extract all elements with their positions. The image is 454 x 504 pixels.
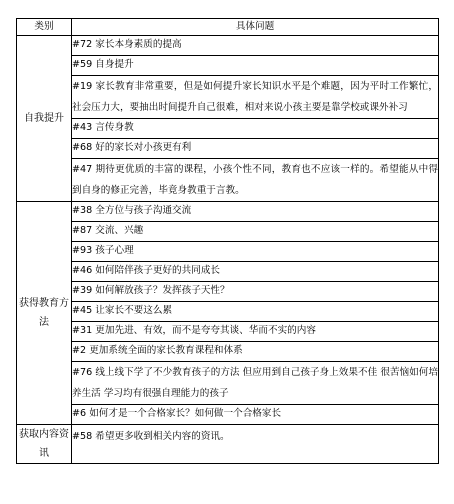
table-row <box>17 159 439 202</box>
question-item: #76 线上线下学了不少教育孩子的方法 但应用到自己孩子身上效果不佳 很苦恼如何培养生活 学习均有很强自理能力的孩子 <box>72 362 439 405</box>
table-row <box>17 242 439 262</box>
question-item: #38 全方位与孩子沟通交流 <box>72 202 439 222</box>
category-education-methods: 获得教育方法 <box>17 202 72 425</box>
question-item: #43 言传身教 <box>72 119 439 139</box>
question-item: #68 好的家长对小孩更有利 <box>72 139 439 159</box>
table-header-row <box>17 19 439 36</box>
table-row <box>17 76 439 119</box>
category-content-info: 获取内容资讯 <box>17 425 72 464</box>
question-item: #31 更加先进、有效，而不是夸夸其谈、华而不实的内容 <box>72 322 439 342</box>
question-item: #45 让家长不要这么累 <box>72 302 439 322</box>
table-row <box>17 282 439 302</box>
question-item: #2 更加系统全面的家长教育课程和体系 <box>72 342 439 362</box>
table-row <box>17 405 439 425</box>
table-row <box>17 302 439 322</box>
table-row <box>17 139 439 159</box>
question-table <box>16 18 439 464</box>
question-item: #87 交流、兴趣 <box>72 222 439 242</box>
table-row <box>17 322 439 342</box>
header-category: 类别 <box>17 19 72 36</box>
table-row <box>17 425 439 464</box>
question-item: #47 期待更优质的丰富的课程，小孩个性不同，教育也不应该一样的。希望能从中得到自身的修正完善，毕竟身教重于言教。 <box>72 159 439 202</box>
table-row <box>17 262 439 282</box>
table-row <box>17 56 439 76</box>
question-item: #59 自身提升 <box>72 56 439 76</box>
question-item: #93 孩子心理 <box>72 242 439 262</box>
question-item: #58 希望更多收到相关内容的资讯。 <box>72 425 439 464</box>
table-row <box>17 119 439 139</box>
question-item: #46 如何陪伴孩子更好的共同成长 <box>72 262 439 282</box>
question-item: #72 家长本身素质的提高 <box>72 36 439 56</box>
table-row <box>17 36 439 56</box>
question-item: #6 如何才是一个合格家长？如何做一个合格家长 <box>72 405 439 425</box>
table-row <box>17 222 439 242</box>
table-row <box>17 342 439 362</box>
header-question: 具体问题 <box>72 19 439 36</box>
category-self-improvement: 自我提升 <box>17 36 72 202</box>
question-item: #19 家长教育非常重要，但是如何提升家长知识水平是个难题，因为平时工作繁忙，社会压力大，要抽出时间提升自己很难，相对来说小孩主要是靠学校或课外补习 <box>72 76 439 119</box>
table-row <box>17 202 439 222</box>
question-item: #39 如何解放孩子？发挥孩子天性？ <box>72 282 439 302</box>
table-row <box>17 362 439 405</box>
